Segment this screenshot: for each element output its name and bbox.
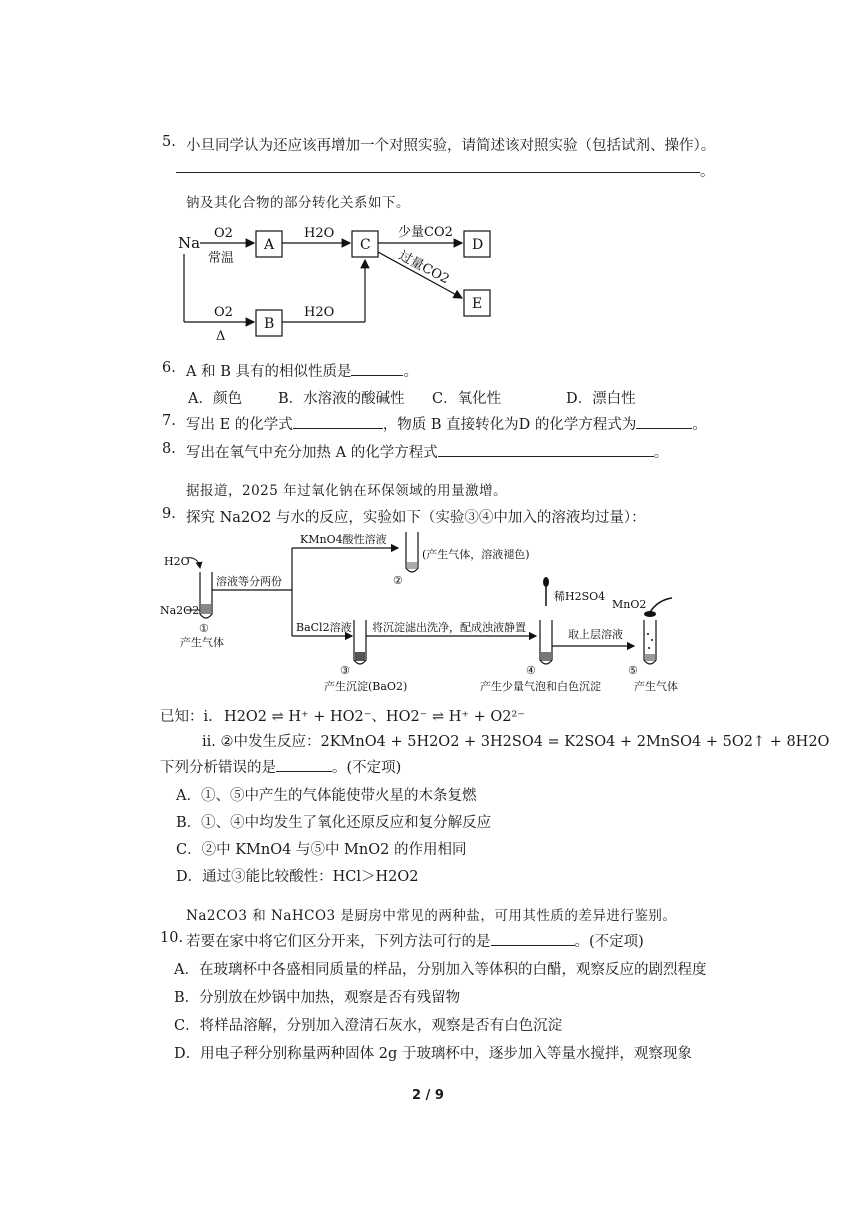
q8-line <box>186 441 668 462</box>
box-d-label: D <box>472 237 484 253</box>
na-label: Na <box>178 234 201 252</box>
q9-blank[interactable] <box>276 757 332 772</box>
q6-option-d: D．漂白性 <box>566 391 636 407</box>
q7-end: 。 <box>692 417 707 433</box>
q8-number: 8. <box>162 441 176 457</box>
intro-na2o2-report: 据报道，2025 年过氧化钠在环保领域的用量激增。 <box>186 483 508 499</box>
o2-bot-label: O2 <box>214 305 233 320</box>
h2o-top-label: H2O <box>304 226 335 241</box>
q10-option-b: B．分别放在炒锅中加热，观察是否有残留物 <box>174 990 461 1006</box>
q7-text2: ，物质 B 直接转化为D 的化学方程式为 <box>382 417 637 433</box>
q9-known-label: 已知：i. <box>160 709 213 725</box>
q6-line <box>186 360 418 381</box>
q9-known-ii: ii. ②中发生反应：2KMnO4 + 5H2O2 + 3H2SO4 = K2SO4 + 2MnSO4 + 5O2↑ + 8H2O <box>202 734 830 750</box>
intro-sodium-conversion: 钠及其化合物的部分转化关系如下。 <box>186 195 410 211</box>
circle-3-label: ③ <box>340 664 350 677</box>
intro-carbonates: Na2CO3 和 NaHCO3 是厨房中常见的两种盐，可用其性质的差异进行鉴别。 <box>186 908 677 924</box>
q7-text1: 写出 E 的化学式 <box>186 417 293 433</box>
o2-top-label: O2 <box>214 226 233 241</box>
box-c-label: C <box>360 237 371 253</box>
q10-option-a: A．在玻璃杯中各盛相同质量的样品，分别加入等体积的白醋，观察反应的剧烈程度 <box>174 962 707 978</box>
q5-answer-line[interactable] <box>176 172 700 173</box>
q9-prompt: 下列分析错误的是 <box>160 760 276 776</box>
q9-option-c: C．②中 KMnO4 与⑤中 MnO2 的作用相同 <box>176 842 467 858</box>
na2o2-experiment-diagram <box>150 528 710 698</box>
q10-option-d: D．用电子秤分别称量两种固体 2g 于玻璃杯中，逐步加入等量水搅拌，观察现象 <box>174 1046 692 1062</box>
kmno4-label: KMnO4酸性溶液 <box>300 533 387 546</box>
q6-end: 。 <box>403 364 418 380</box>
q6-text: A 和 B 具有的相似性质是 <box>186 364 352 380</box>
q7-blank-1[interactable] <box>293 414 383 429</box>
q6-blank[interactable] <box>351 361 403 376</box>
q9-option-d: D．通过③能比较酸性：HCl＞H2O2 <box>176 869 419 885</box>
sodium-conversion-diagram <box>170 218 510 348</box>
q9-text: 探究 Na2O2 与水的反应，实验如下（实验③④中加入的溶液均过量）： <box>186 510 646 526</box>
result-5-label: 产生气体 <box>634 680 678 693</box>
h2o-bot-label: H2O <box>304 305 335 320</box>
q6-number: 6. <box>162 360 176 376</box>
cond-bot-label: Δ <box>216 329 226 344</box>
h2so4-label: 稀H2SO4 <box>554 590 606 603</box>
q9-option-b: B．①、④中均发生了氧化还原反应和复分解反应 <box>176 815 492 831</box>
filter-label: 将沉淀滤出洗净，配成浊液静置 <box>372 621 526 634</box>
excess-co2-label: 过量CO2 <box>396 248 452 288</box>
q7-line <box>186 413 707 434</box>
circle-5-label: ⑤ <box>628 664 638 677</box>
q10-line <box>186 930 644 951</box>
q10-text: 若要在家中将它们区分开来，下列方法可行的是 <box>186 934 491 950</box>
na2o2-label: Na2O2 <box>160 604 200 617</box>
result-4-label: 产生少量气泡和白色沉淀 <box>480 680 601 693</box>
take-label: 取上层溶液 <box>568 628 623 641</box>
q7-blank-2[interactable] <box>636 414 692 429</box>
circle-2-label: ② <box>393 574 403 587</box>
q6-option-c: C．氧化性 <box>432 391 502 407</box>
q8-end: 。 <box>653 445 669 461</box>
q9-option-a: A．①、⑤中产生的气体能使带火星的木条复燃 <box>176 788 477 804</box>
q5-text: 小旦同学认为还应该再增加一个对照实验，请简述该对照实验（包括试剂、操作）。 <box>186 138 716 154</box>
q10-number: 10. <box>160 930 184 946</box>
circle-4-label: ④ <box>526 664 536 677</box>
result-2-label: (产生气体，溶液褪色) <box>422 548 530 561</box>
q6-option-a: A．颜色 <box>188 391 242 407</box>
q10-note: 。(不定项) <box>574 934 644 950</box>
q5-number: 5. <box>162 134 176 150</box>
box-a-label: A <box>264 237 275 253</box>
less-co2-label: 少量CO2 <box>398 225 453 240</box>
q10-option-c: C．将样品溶解，分别加入澄清石灰水，观察是否有白色沉淀 <box>174 1018 563 1034</box>
q5-end: 。 <box>700 164 715 180</box>
cond-top-label: 常温 <box>208 251 235 266</box>
q8-text: 写出在氧气中充分加热 A 的化学方程式 <box>186 445 438 461</box>
q9-number: 9. <box>162 506 176 522</box>
bacl2-label: BaCl2溶液 <box>296 621 352 634</box>
split-label: 溶液等分两份 <box>216 575 282 588</box>
circle-1-label: ① <box>199 622 209 635</box>
result-3-label: 产生沉淀(BaO2) <box>324 680 408 693</box>
q7-number: 7. <box>162 413 176 429</box>
box-e-label: E <box>472 296 483 312</box>
q9-prompt-line <box>160 756 401 777</box>
q6-option-b: B．水溶液的酸碱性 <box>278 391 405 407</box>
h2o-label: H2O <box>164 555 190 568</box>
q9-known-i: H2O2 ⇌ H⁺ + HO2⁻、HO2⁻ ⇌ H⁺ + O2²⁻ <box>224 709 525 725</box>
mno2-label: MnO2 <box>612 598 647 611</box>
box-b-label: B <box>264 316 275 332</box>
q8-blank[interactable] <box>438 442 654 457</box>
page-number: 2 / 9 <box>412 1088 444 1103</box>
gas-1-label: 产生气体 <box>180 636 224 649</box>
q9-note: 。(不定项) <box>332 760 402 776</box>
q10-blank[interactable] <box>491 931 575 946</box>
